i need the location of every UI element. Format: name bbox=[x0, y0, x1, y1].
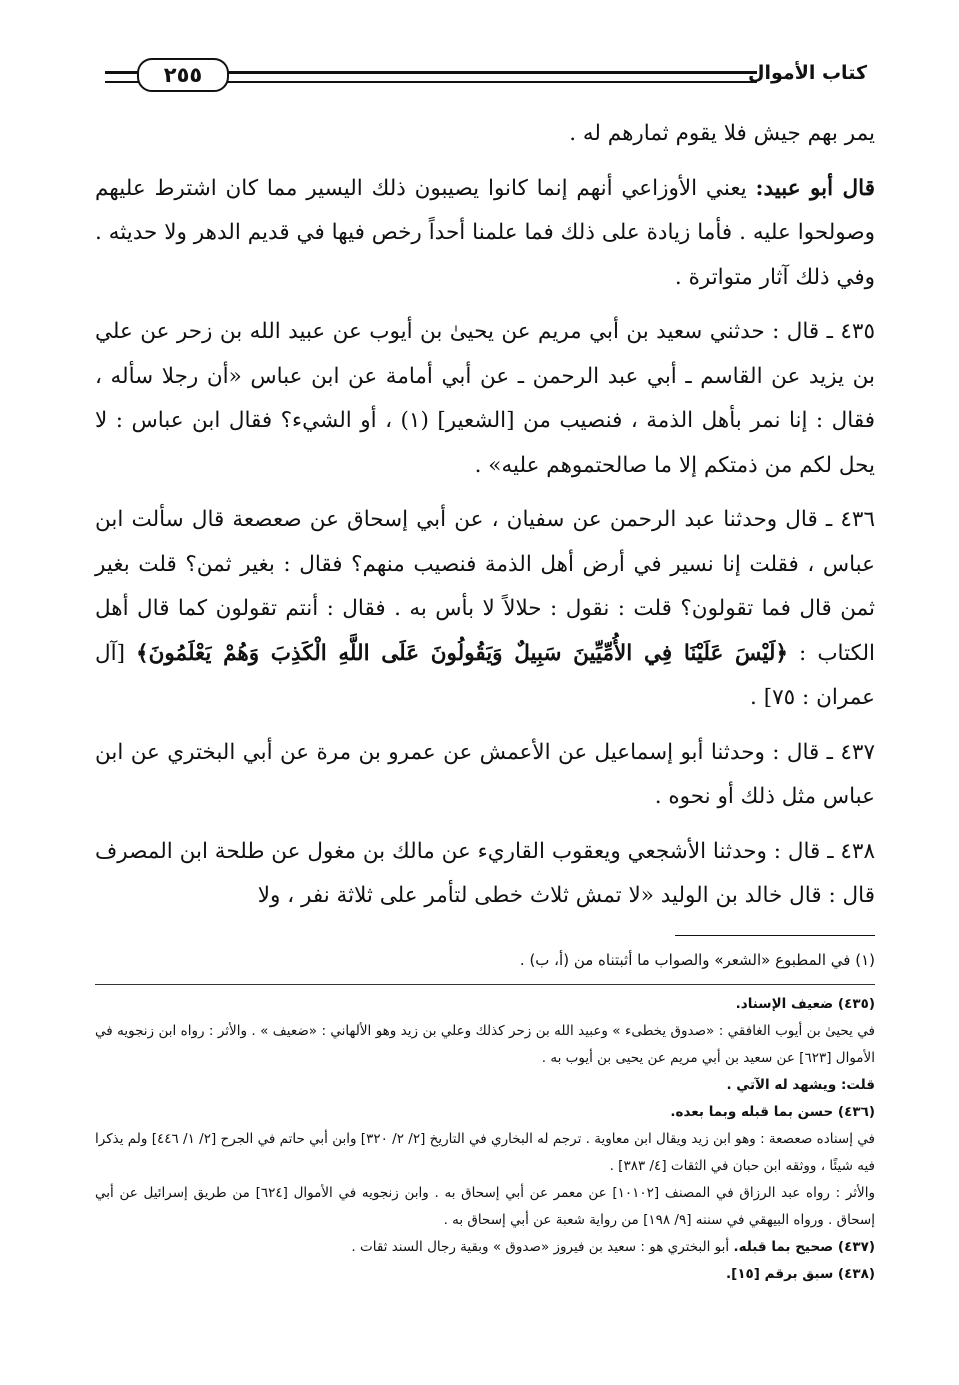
grade-435: (٤٣٥) ضعيف الإسناد. bbox=[735, 995, 875, 1012]
note-435-qult: قلت: ويشهد له الآتي . bbox=[726, 1076, 875, 1093]
note-436-b: والأثر : رواه عبد الرزاق في المصنف [١٠١٠٢] عن معمر عن أبي إسحاق به . وابن زنجويه في الأموال [٦٢٤] من طريق إسرائيل عن أبي إسحاق . ورواه البيهقي في سننه [٩/ ١٩٨] من رواية شعبة عن أبي إسحاق به . bbox=[95, 1184, 875, 1228]
paragraph-number: ٤٣٨ ـ bbox=[827, 838, 876, 864]
paragraph-number: ٤٣٦ ـ bbox=[825, 507, 875, 532]
paragraph-continuation: يمر بهم جيش فلا يقوم ثمارهم له . bbox=[569, 121, 875, 146]
footnote: (١) في المطبوع «الشعر» والصواب ما أثبتناه من (أ، ب) . bbox=[519, 950, 875, 969]
note-437: (٤٣٧) صحيح بما قبله. أبو البختري هو : سعيد بن فيروز «صدوق » وبقية رجال السند ثقات . bbox=[351, 1238, 875, 1255]
verse-reference: [آل عمران : ٧٥] . bbox=[95, 640, 875, 710]
footnote-divider bbox=[675, 935, 875, 936]
grade-437: (٤٣٧) صحيح بما قبله. bbox=[733, 1238, 875, 1255]
paragraph-435: ٤٣٥ ـ قال : حدثني سعيد بن أبي مريم عن يحيىٰ بن أيوب عن عبيد الله بن زحر عن علي بن يزيد عن القاسم ـ أبي عبد الرحمن ـ عن أبي أمامة عن ابن عباس «أن رجلا سأله ، فقال : إنا نمر بأهل الذمة ، فنصيب من [الشعير] (١) ، أو الشيء؟ فقال ابن عباس : لا يحل لكم من ذمتكم إلا ما صالحتموهم عليه» . bbox=[95, 319, 875, 478]
grade-438: (٤٣٨) سبق برقم [١٥]. bbox=[726, 1265, 875, 1282]
takhrij-notes bbox=[95, 991, 875, 1288]
paragraph-436: ٤٣٦ ـ قال وحدثنا عبد الرحمن عن سفيان ، عن أبي إسحاق عن صعصعة قال سألت ابن عباس ، فقلت إنا نسير في أرض أهل الذمة فنصيب منهم؟ فقال : بغير ثمن؟ قلت بغير ثمن قال فما تقولون؟ قلت : نقول : حلالاً لا بأس به . فقال : أنتم تقولون كما قال أهل الكتاب : ﴿لَيْسَ عَلَيْنَا فِي الأُمِّيِّينَ سَبِيلٌ وَيَقُولُونَ عَلَى اللَّهِ الْكَذِبَ وَهُمْ يَعْلَمُونَ﴾ [آل عمران : ٧٥] . bbox=[95, 507, 875, 710]
takhrij-divider bbox=[95, 984, 875, 985]
paragraph-number: ٤٣٧ ـ bbox=[826, 739, 875, 765]
speaker-label: قال أبو عبيد: bbox=[755, 175, 875, 201]
running-title: كتاب الأموال bbox=[748, 62, 867, 84]
paragraph-438: ٤٣٨ ـ قال : وحدثنا الأشجعي ويعقوب القاريء عن مالك بن مغول عن طلحة ابن المصرف قال : قال خالد بن الوليد «لا تمش ثلاث خطى لتأمر على ثلاثة نفر ، ولا bbox=[95, 838, 876, 908]
paragraph-437: ٤٣٧ ـ قال : وحدثنا أبو إسماعيل عن الأعمش عن عمرو بن مرة عن أبي البختري عن ابن عباس مثل ذلك أو نحوه . bbox=[95, 739, 875, 809]
paragraph-number: ٤٣٥ ـ bbox=[826, 319, 875, 344]
note-436-a: في إسناده صعصعة : وهو ابن زيد ويقال ابن معاوية . ترجم له البخاري في التاريخ [٢/ ٢/ ٣٢٠] وابن أبي حاتم في الجرح [٢/ ١/ ٤٤٦] ولم يذكرا فيه شيئًا ، ووثقه ابن حبان في الثقات [٤/ ٣٨٣] . bbox=[95, 1130, 876, 1174]
paragraph-abu-ubaid: قال أبو عبيد: يعني الأوزاعي أنهم إنما كانوا يصيبون ذلك اليسير مما كان اشترط عليهم وصولحوا عليه . فأما زيادة على ذلك فما علمنا أحداً رخص فيها في قديم الدهر ولا حديثه . وفي ذلك آثار متواترة . bbox=[95, 175, 875, 290]
note-435: في يحيىٰ بن أيوب الغافقي : «صدوق يخطىء » وعبيد الله بن زحر كذلك وعلي بن زيد وهو الألهاني : «ضعيف » . والأثر : رواه ابن زنجويه في الأموال [٦٢٣] عن سعيد بن أبي مريم عن يحيى بن أيوب به . bbox=[95, 1022, 875, 1066]
grade-436: (٤٣٦) حسن بما قبله وبما بعده. bbox=[670, 1103, 875, 1120]
page-number: ٢٥٥ bbox=[137, 58, 229, 92]
quran-verse: ﴿لَيْسَ عَلَيْنَا فِي الأُمِّيِّينَ سَبِيلٌ وَيَقُولُونَ عَلَى اللَّهِ الْكَذِبَ وَهُمْ يَعْلَمُونَ﴾ bbox=[136, 640, 789, 666]
main-text bbox=[95, 112, 875, 919]
page-header bbox=[95, 58, 875, 92]
book-page bbox=[95, 58, 875, 1288]
